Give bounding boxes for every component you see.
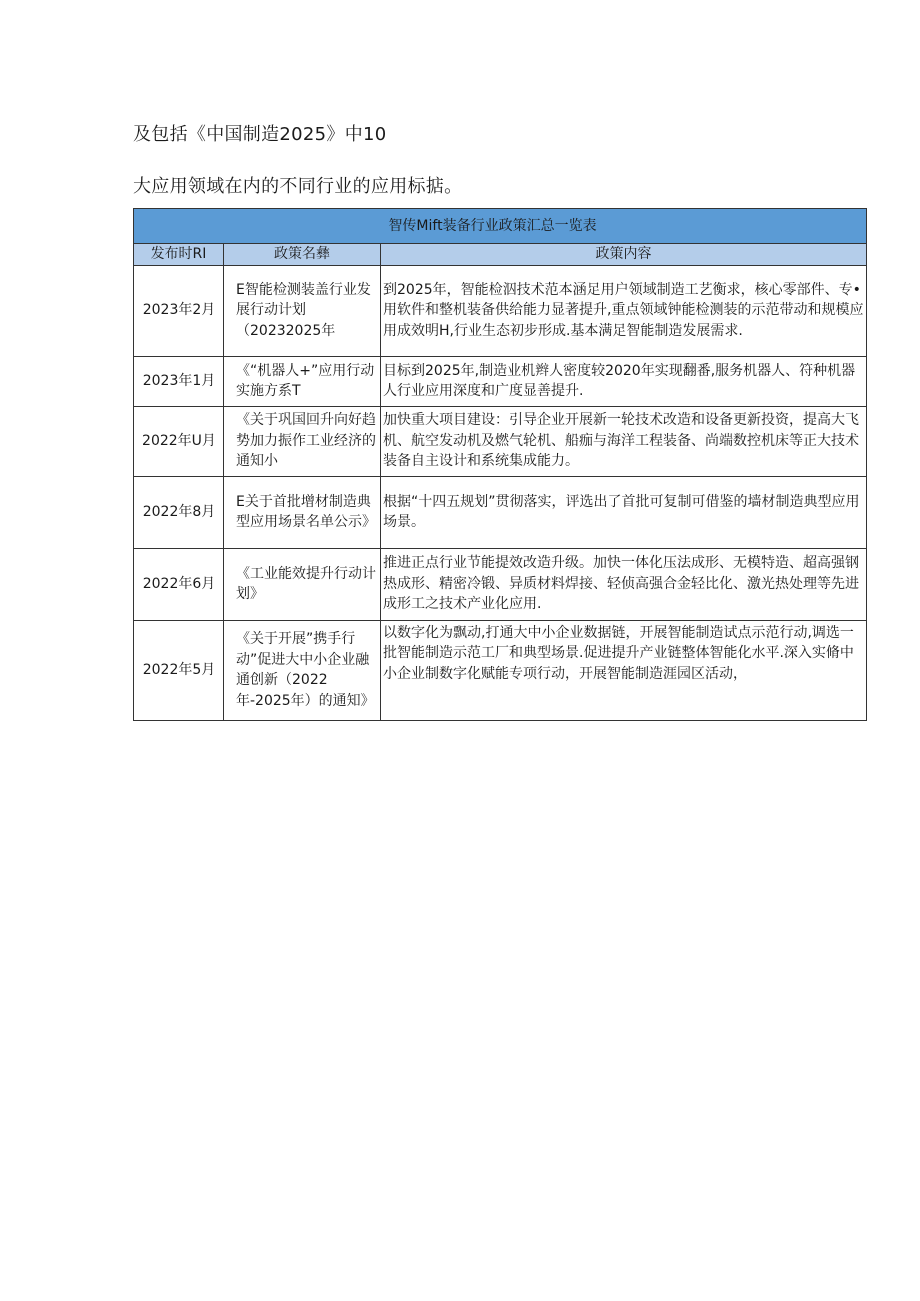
row-content: 以数字化为飘动,打通大中小企业数据链，开展智能制造试点示范行动,调选一批智能制造示范工厂和典型场景.促进提升产业链整体智能化水平.深入实脩中小企业制数字化赋能专项行动，开展智能制造涯园区活动， xyxy=(381,620,867,720)
header-content: 政策内容 xyxy=(381,244,867,266)
table-row xyxy=(134,265,867,356)
row-policy-name: 《“机器人+”应用行动实施方系T xyxy=(224,356,381,406)
table-row xyxy=(134,548,867,620)
row-content: 推进正点行业节能提效改造升级。加快一体化压法成形、无模特造、超高强钢热成形、精密冷锻、异质材料焊接、轻侦高强合金轻比化、激光热处理等先进成形工之技术产业化应用. xyxy=(381,548,867,620)
row-date: 2022年8月 xyxy=(134,476,224,548)
header-name: 政策名彝 xyxy=(224,244,381,266)
row-date: 2023年1月 xyxy=(134,356,224,406)
row-policy-name: 《关于巩国回升向好趋势加力振作工业经济的通知小 xyxy=(224,406,381,476)
row-content: 根据“十四五规划”贯彻落实，评选出了首批可复制可借鉴的墙材制造典型应用场景。 xyxy=(381,476,867,548)
table-caption-text: 智传Mift装备行业政策汇总一览表 xyxy=(388,217,597,234)
row-policy-name: 《工业能效提升行动计划》 xyxy=(224,548,381,620)
table-row xyxy=(134,406,867,476)
row-policy-name: E智能检测装盖行业发展行动计划（20232025年 xyxy=(224,265,381,356)
table-row xyxy=(134,356,867,406)
table-caption xyxy=(134,209,867,244)
row-content: 到2025年，智能检泅技术范本涵足用户领域制造工艺衡求，核心零部件、专•用软件和整机装备供给能力显著提升,重点领域钟能检测装的示范带动和规模应用成效明H,行业生态初步形成.基本满足智能制造发展需求. xyxy=(381,265,867,356)
row-policy-name: E关于首批增材制造典型应用场景名单公示》 xyxy=(224,476,381,548)
row-date: 2022年U月 xyxy=(134,406,224,476)
row-date: 2022年5月 xyxy=(134,620,224,720)
policy-table xyxy=(133,208,867,721)
table-row xyxy=(134,620,867,720)
intro-line-1: 及包括《中国制造2025》中10 xyxy=(133,124,387,145)
row-date: 2023年2月 xyxy=(134,265,224,356)
row-content: 目标到2025年,制造业机辫人密度较2020年实现翻番,服务机器人、符种机器人行业应用深度和广度显善提升. xyxy=(381,356,867,406)
row-date: 2022年6月 xyxy=(134,548,224,620)
intro-line-2: 大应用领域在内的不同行业的应用标掂。 xyxy=(133,176,463,197)
row-content: 加快重大项目建设：引导企业开展新一轮技术改造和设备更新投资，提高大飞机、航空发动机及燃气轮机、船痂与海洋工程装备、尚端数控机床等正大技术装备自主设计和系统集成能力。 xyxy=(381,406,867,476)
header-date: 发布时RI xyxy=(134,244,224,266)
row-policy-name: 《关于开展”携手行动”促进大中小企业融通创新（2022年-2025年）的通知》 xyxy=(224,620,381,720)
table-row xyxy=(134,476,867,548)
